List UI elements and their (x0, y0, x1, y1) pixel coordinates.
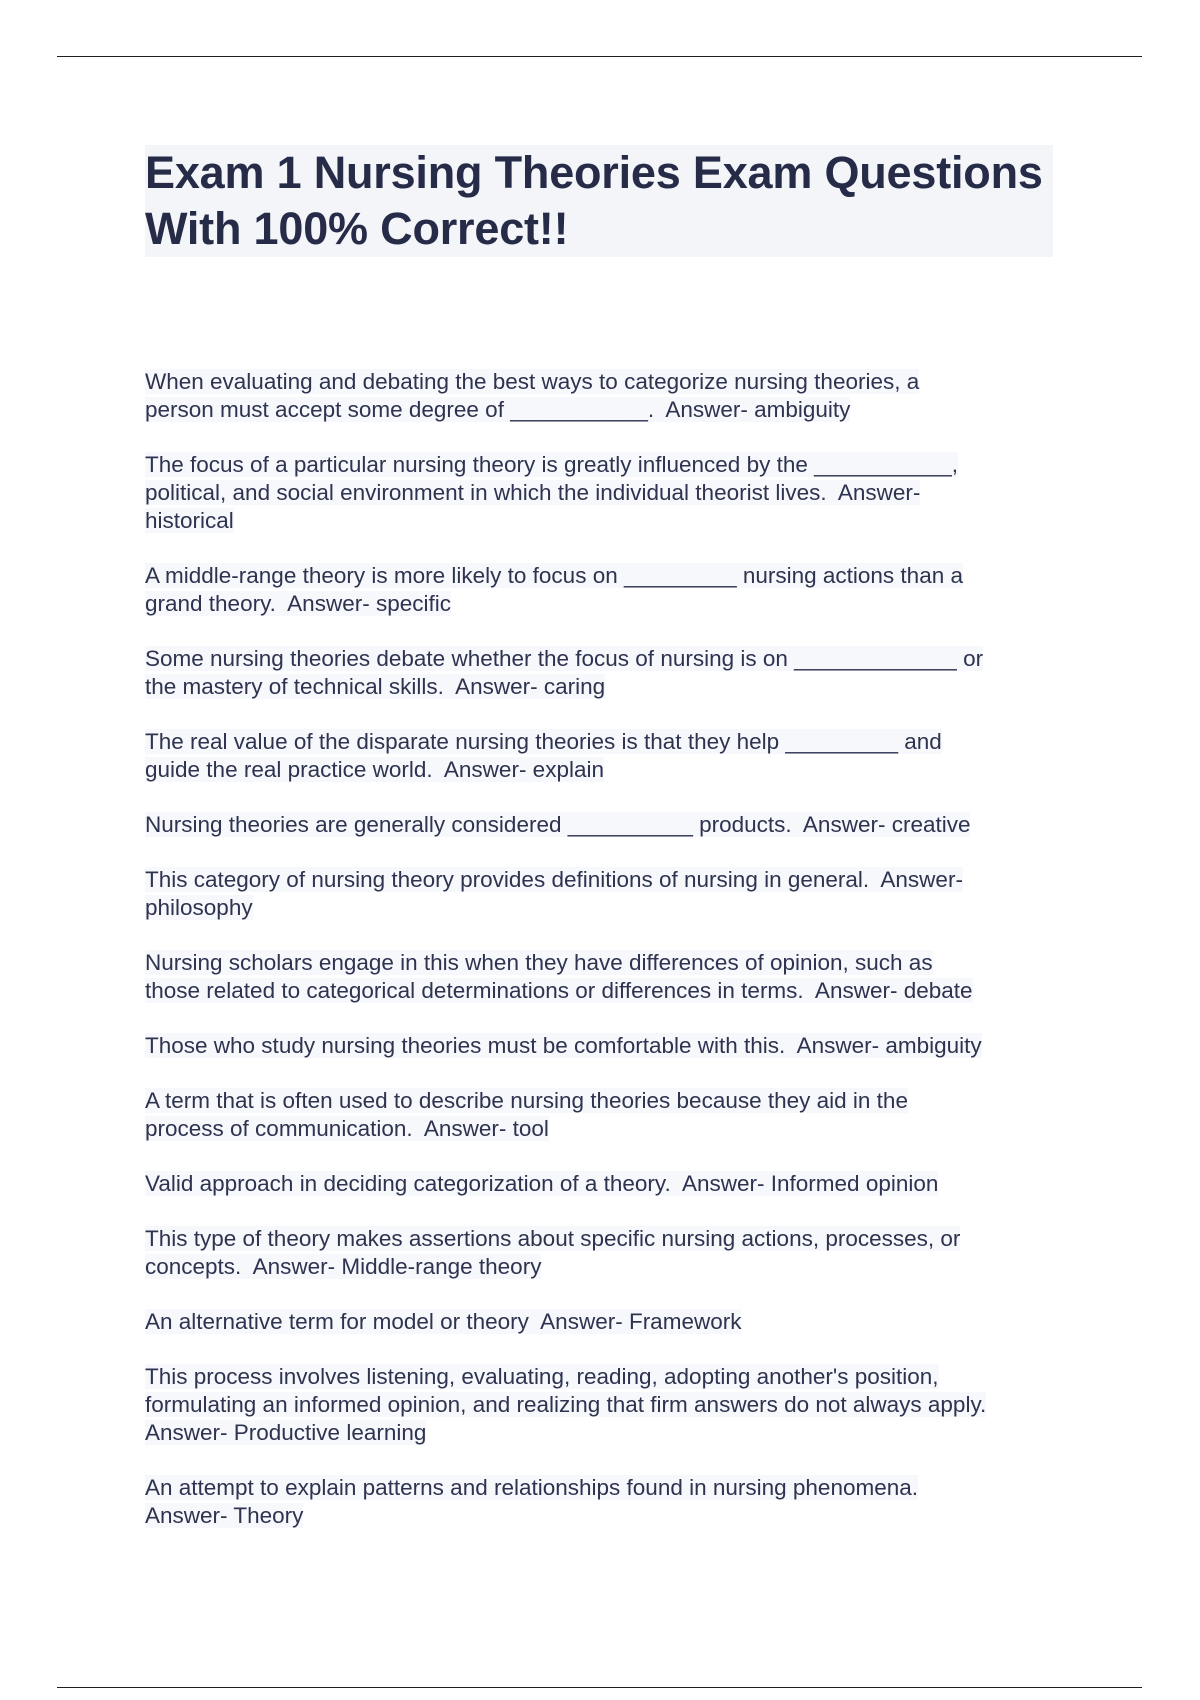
top-divider (57, 56, 1142, 57)
question-item (145, 1087, 1060, 1143)
question-text: This category of nursing theory provides definitions of nursing in general. Answer- philosophy (145, 867, 963, 920)
question-text: An attempt to explain patterns and relationships found in nursing phenomena. Answer- Theory (145, 1475, 919, 1528)
bottom-divider (57, 1687, 1142, 1688)
question-item (145, 949, 1060, 1005)
question-item (145, 1474, 1060, 1530)
page-title: Exam 1 Nursing Theories Exam Questions With 100% Correct!! (145, 147, 1043, 254)
question-item (145, 1308, 1060, 1336)
question-answer-list (145, 368, 1060, 1557)
question-text: This process involves listening, evaluating, reading, adopting another's position, formulating an informed opinion, and realizing that firm answers do not always apply. Answer- Productive learning (145, 1364, 987, 1445)
question-text: The real value of the disparate nursing theories is that they help _________ and guide the real practice world. Answer- explain (145, 729, 942, 782)
question-text: Valid approach in deciding categorization of a theory. Answer- Informed opinion (145, 1171, 939, 1196)
question-item (145, 728, 1060, 784)
question-text: The focus of a particular nursing theory is greatly influenced by the ___________, political, and social environment in which the individual theorist lives. Answer- historical (145, 452, 959, 533)
question-text: A middle-range theory is more likely to focus on _________ nursing actions than a grand theory. Answer- specific (145, 563, 963, 616)
question-item (145, 451, 1060, 535)
question-text: An alternative term for model or theory Answer- Framework (145, 1309, 742, 1334)
question-item (145, 1170, 1060, 1198)
question-item (145, 1225, 1060, 1281)
question-item (145, 562, 1060, 618)
question-item (145, 368, 1060, 424)
question-text: Nursing theories are generally considered __________ products. Answer- creative (145, 812, 971, 837)
question-item (145, 866, 1060, 922)
question-text: Some nursing theories debate whether the focus of nursing is on _____________ or the mastery of technical skills. Answer- caring (145, 646, 984, 699)
question-item (145, 1032, 1060, 1060)
title-block (145, 145, 1053, 257)
question-text: Those who study nursing theories must be comfortable with this. Answer- ambiguity (145, 1033, 982, 1058)
question-text: This type of theory makes assertions about specific nursing actions, processes, or concepts. Answer- Middle-range theory (145, 1226, 961, 1279)
question-text: When evaluating and debating the best ways to categorize nursing theories, a person must accept some degree of ___________. Answer- ambiguity (145, 369, 920, 422)
question-item (145, 811, 1060, 839)
question-text: A term that is often used to describe nursing theories because they aid in the process of communication. Answer- tool (145, 1088, 908, 1141)
question-text: Nursing scholars engage in this when they have differences of opinion, such as those related to categorical determinations or differences in terms. Answer- debate (145, 950, 973, 1003)
question-item (145, 1363, 1060, 1447)
question-item (145, 645, 1060, 701)
